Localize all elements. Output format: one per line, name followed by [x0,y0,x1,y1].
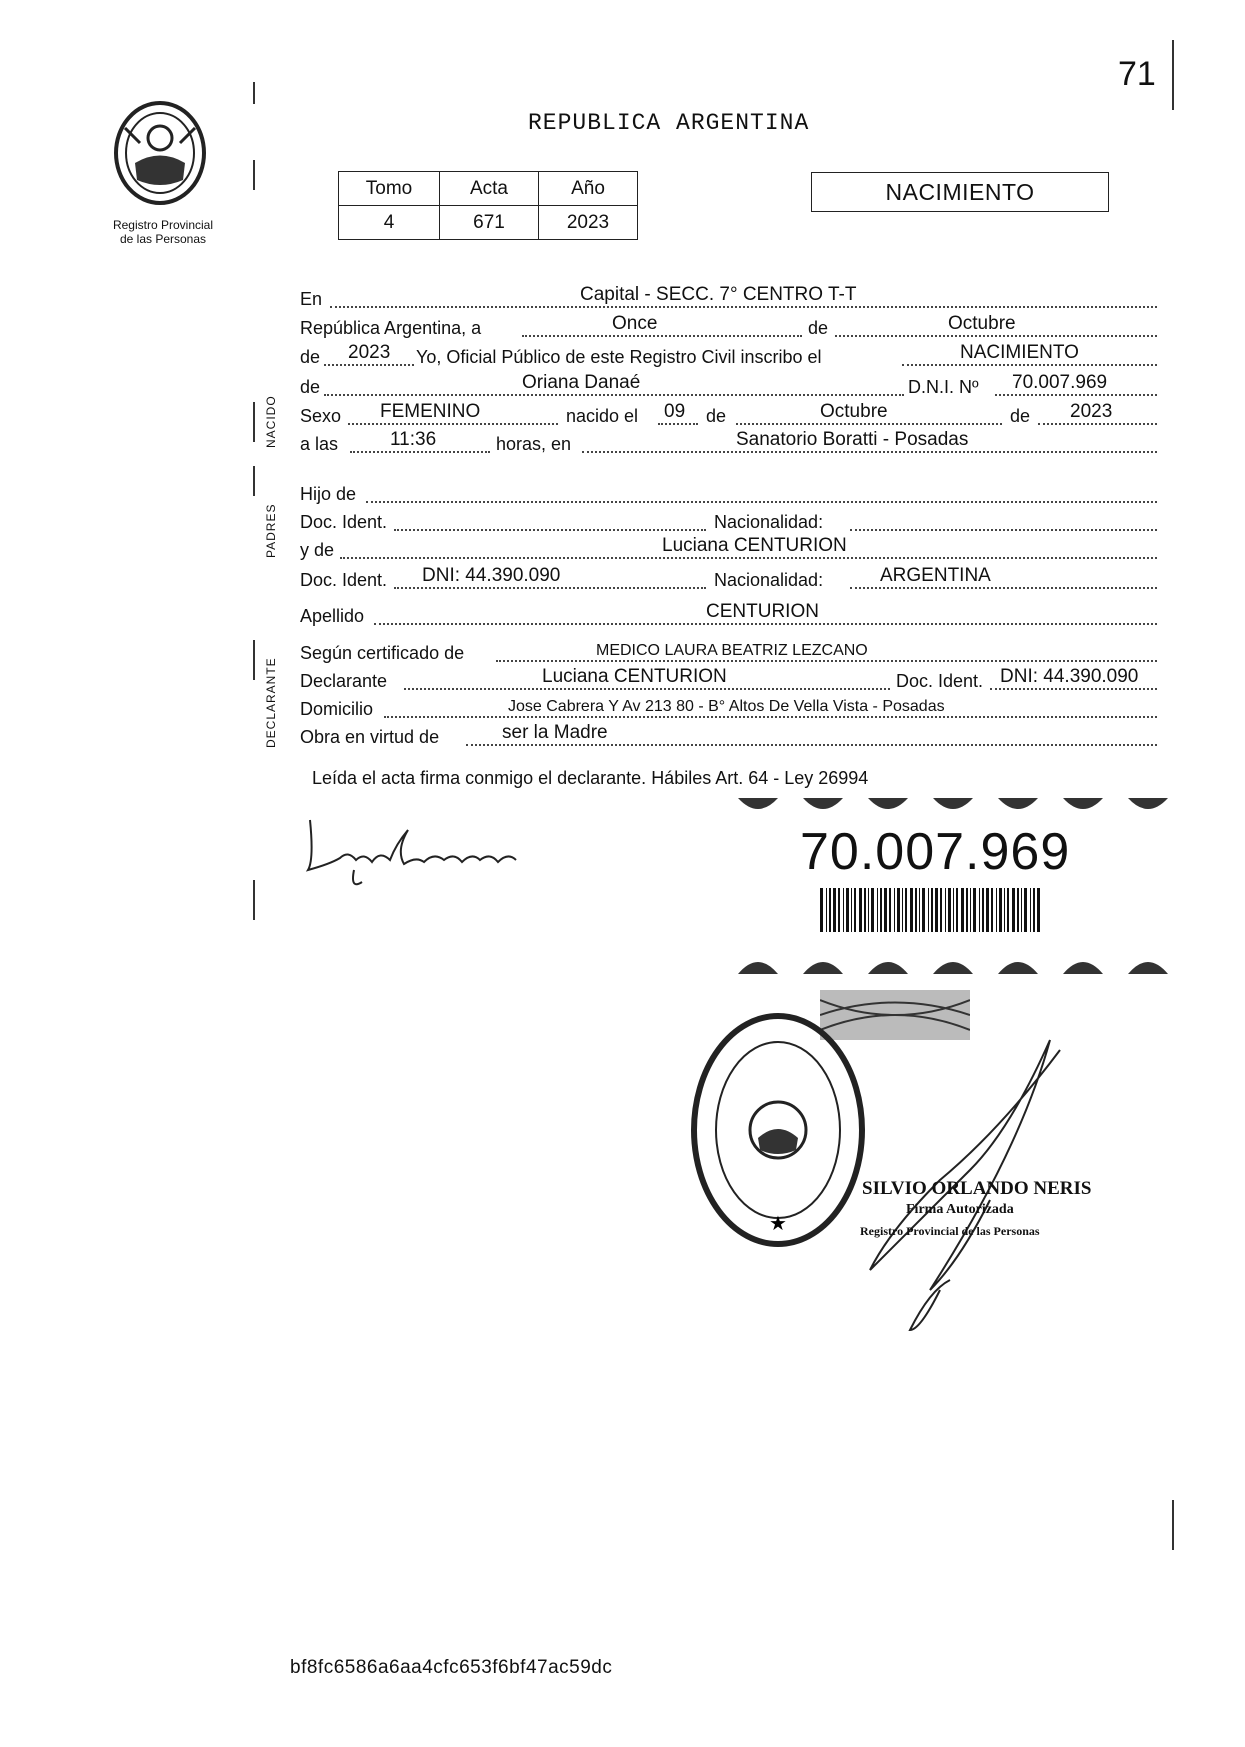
margin-mark [253,402,255,442]
official-seal-icon [688,1010,868,1250]
certificado-value: MEDICO LAURA BEATRIZ LEZCANO [596,642,868,659]
declarante-value: Luciana CENTURION [542,666,727,687]
inscribe-value: NACIMIENTO [960,342,1079,363]
hora-value: 11:36 [390,429,437,450]
security-number: 70.007.969 [800,823,1071,881]
margin-mark [253,160,255,190]
margin-mark [1172,1500,1174,1550]
margin-mark [253,466,255,496]
form-row-madre: y de Luciana CENTURION [300,535,1157,563]
nac-anio-value: 2023 [1070,401,1113,422]
form-row-en: En Capital - SECC. 7° CENTRO T-T [300,284,1157,312]
form-row-apellido: Apellido CENTURION [300,601,1157,629]
barcode-icon [820,888,1042,932]
form-row-declarante: Declarante Luciana CENTURION Doc. Ident. DNI: 44.390.090 [300,666,1157,694]
form-row-padre: Hijo de [300,479,1157,507]
form-row-fecha: República Argentina, a Once de Octubre [300,313,1157,341]
anio-value: 2023 [539,206,638,240]
official-organization: Registro Provincial de las Personas [860,1224,1040,1238]
form-row-sexo: Sexo FEMENINO nacido el 09 de Octubre de 2023 [300,401,1157,429]
official-name: SILVIO ORLANDO NERIS [862,1178,1092,1199]
security-band-top [728,790,1173,822]
dni-value: 70.007.969 [1012,372,1108,393]
page-number: 71 [1118,55,1156,93]
security-band-bottom [728,950,1173,982]
obra-value: ser la Madre [502,722,608,743]
form-row-obra: Obra en virtud de ser la Madre [300,722,1157,750]
domicilio-value: Jose Cabrera Y Av 213 80 - B° Altos De Vella Vista - Posadas [508,698,945,715]
nac-dia-value: 09 [664,401,686,422]
tomo-header: Tomo [339,172,440,206]
tomo-value: 4 [339,206,440,240]
lugar-value: Sanatorio Boratti - Posadas [736,429,969,450]
document-header: REPUBLICA ARGENTINA [528,110,810,136]
form-row-madre-doc: Doc. Ident. DNI: 44.390.090 Nacionalidad: ARGENTINA [300,565,1157,593]
document-hash: bf8fc6586a6aa4cfc653f6bf47ac59dc [290,1657,613,1678]
form-row-certificado: Según certificado de MEDICO LAURA BEATRIZ LEZCANO [300,638,1157,666]
madre-value: Luciana CENTURION [662,535,847,556]
en-value: Capital - SECC. 7° CENTRO T-T [580,284,857,305]
side-label-declarante: DECLARANTE [264,657,278,748]
official-role: Firma Autorizada [906,1202,1014,1217]
form-row-nombre: de Oriana Danaé D.N.I. Nº 70.007.969 [300,372,1157,400]
logo-caption: Registro Provincial de las Personas [112,218,214,246]
nombre-value: Oriana Danaé [522,372,641,393]
anio-header: Año [539,172,638,206]
form-row-domicilio: Domicilio Jose Cabrera Y Av 213 80 - B° Altos De Vella Vista - Posadas [300,694,1157,722]
record-table [338,171,638,240]
margin-mark [1172,40,1174,110]
dia-value: Once [612,313,658,334]
side-label-nacido: NACIDO [264,395,278,448]
acta-value: 671 [440,206,539,240]
madre-nacionalidad-value: ARGENTINA [880,565,991,586]
margin-mark [253,640,255,680]
margin-mark [253,880,255,920]
form-row-padre-doc: Doc. Ident. Nacionalidad: [300,507,1157,535]
provincial-coat-of-arms-icon [105,98,215,208]
declarant-signature-icon [300,800,540,890]
apellido-value: CENTURION [706,601,819,622]
svg-text:★: ★ [769,1211,787,1235]
acta-header: Acta [440,172,539,206]
document-type-box: NACIMIENTO [811,172,1109,212]
anio-value: 2023 [348,342,391,363]
madre-doc-value: DNI: 44.390.090 [422,565,561,586]
closing-statement: Leída el acta firma conmigo el declarante. Hábiles Art. 64 - Ley 26994 [312,768,869,788]
form-row-hora: a las 11:36 horas, en Sanatorio Boratti - Posadas [300,429,1157,457]
sexo-value: FEMENINO [380,401,481,422]
side-label-padres: PADRES [264,503,278,558]
nac-mes-value: Octubre [820,401,888,422]
margin-mark [253,82,255,104]
mes-value: Octubre [948,313,1016,334]
form-row-inscribe: de 2023 Yo, Oficial Público de este Registro Civil inscribo el NACIMIENTO [300,342,1157,370]
declarante-doc-value: DNI: 44.390.090 [1000,666,1139,687]
